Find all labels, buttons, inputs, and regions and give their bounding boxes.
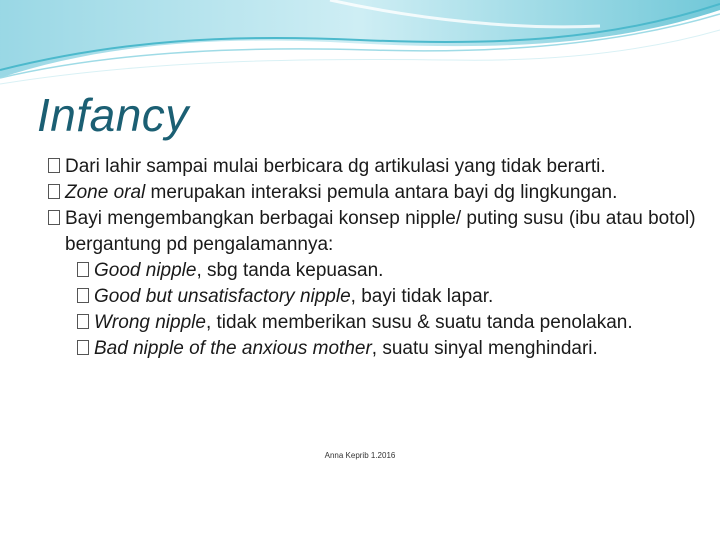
- bullet-marker-icon: [77, 340, 89, 355]
- bullet-marker-icon: [77, 288, 89, 303]
- bullet-marker-icon: [48, 158, 60, 173]
- bullet-item: [48, 154, 708, 180]
- bullet-text-italic: Bad nipple of the anxious mother: [94, 338, 372, 359]
- bullet-marker-icon: [77, 262, 89, 277]
- bullet-text-run: , sbg tanda kepuasan.: [196, 260, 384, 281]
- bullet-text: [94, 258, 708, 284]
- bullet-text-italic: Zone oral: [65, 182, 146, 203]
- bullet-text-run: , suatu sinyal menghindari.: [371, 338, 598, 359]
- bullet-text: [65, 180, 708, 206]
- sub-bullet-item: [77, 284, 708, 310]
- bullet-text: [94, 310, 708, 336]
- bullet-marker-icon: [48, 210, 60, 225]
- slide-title: Infancy: [37, 89, 189, 141]
- bullet-item: [48, 180, 708, 206]
- bullet-marker-icon: [77, 314, 89, 329]
- sub-bullet-item: [77, 336, 708, 362]
- bullet-text-italic: Wrong nipple: [94, 312, 206, 333]
- bullet-item: [48, 206, 708, 258]
- bullet-list: [48, 154, 708, 362]
- bullet-text-run: merupakan interaksi pemula antara bayi dg lingkungan.: [145, 182, 618, 203]
- bullet-text-italic: Good but unsatisfactory nipple: [94, 286, 351, 307]
- bullet-marker-icon: [48, 184, 60, 199]
- bullet-text-run: , bayi tidak lapar.: [350, 286, 494, 307]
- bullet-text-italic: Good nipple: [94, 260, 197, 281]
- sub-bullet-item: [77, 310, 708, 336]
- bullet-text: [65, 154, 708, 180]
- header-wave-decoration: [0, 0, 720, 90]
- bullet-text-run: , tidak memberikan susu & suatu tanda penolakan.: [205, 312, 633, 333]
- slide-footer: Anna Keprib 1.2016: [324, 451, 396, 460]
- bullet-text: [65, 206, 708, 258]
- bullet-text: [94, 284, 708, 310]
- bullet-text-run: Dari lahir sampai mulai berbicara dg artikulasi yang tidak berarti.: [65, 156, 606, 177]
- sub-bullet-item: [77, 258, 708, 284]
- bullet-text-run: Bayi mengembangkan berbagai konsep nipple/ puting susu (ibu atau botol) bergantung pd pengalamannya:: [65, 208, 696, 255]
- bullet-text: [94, 336, 708, 362]
